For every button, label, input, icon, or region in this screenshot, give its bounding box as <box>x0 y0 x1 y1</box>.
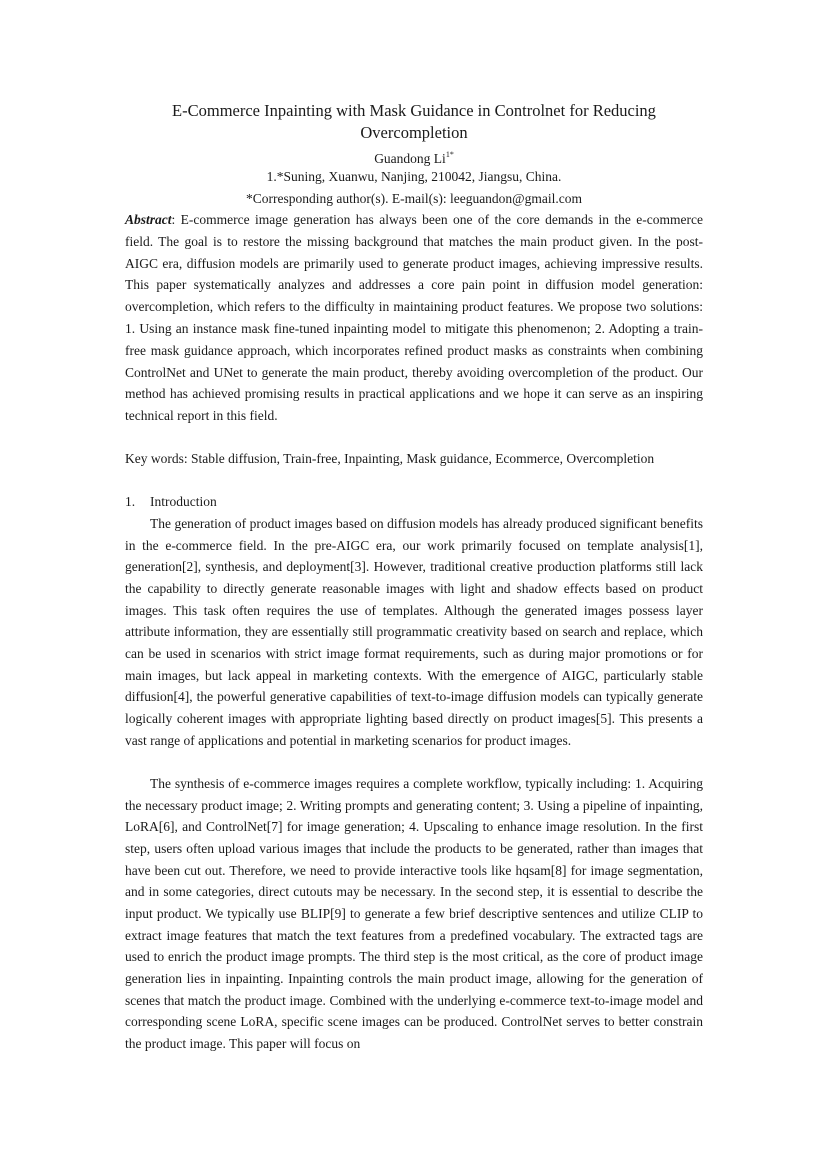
keywords: Key words: Stable diffusion, Train-free, Inpainting, Mask guidance, Ecommerce, Overcompletion <box>125 451 655 466</box>
body-paragraph: The synthesis of e-commerce images requires a complete workflow, typically including: 1. Acquiring the necessary product image; 2. Writing prompts and generating content; 3. Using a pipeline of inpainting, LoRA[6], and ControlNet[7] for image generation; 4. Upscaling to enhance image resolution. In the first step, users often upload various images that include the products to be generated, rather than images that have been cut out. Therefore, we need to provide interactive tools like hqsam[8] for image segmentation, and in some categories, direct cutouts may be necessary. In the second step, it is essential to describe the input product. We typically use BLIP[9] to generate a few brief descriptive sentences and utilize CLIP to extract image features that match the text features from a predefined vocabulary. The extracted tags are used to enrich the product image prompts. The third step is the most critical, as the core of product image generation lies in inpainting. Inpainting controls the main product image, allowing for the generation of scenes that match the product image. Combined with the underlying e-commerce text-to-image model and corresponding scene LoRA, specific scene images can be produced. ControlNet serves to better constrain the product image. This paper will focus on <box>125 776 703 1051</box>
paper-title: E-Commerce Inpainting with Mask Guidance in Controlnet for Reducing Overcompletion <box>172 101 656 142</box>
author-line <box>0 146 828 168</box>
abstract <box>125 209 703 427</box>
abstract-label: Abstract <box>125 212 172 227</box>
affiliation: 1.*Suning, Xuanwu, Nanjing, 210042, Jiangsu, China. <box>266 169 562 184</box>
section-number: 1. <box>125 494 136 509</box>
section-title: Introduction <box>150 494 217 509</box>
body-paragraph: The generation of product images based on diffusion models has already produced significant benefits in the e-commerce field. In the pre-AIGC era, our work primarily focused on template analysis[1], generation[2], synthesis, and deployment[3]. However, traditional creative production platforms still lack the capability to directly generate reasonable images with light and shadow effects based on product images. This task often requires the use of templates. Although the generated images possess layer attribute information, they are essentially still programmatic creativity based on search and replace, which can be used in scenarios with strict image format requirements, such as during major promotions or for main images, but lack appeal in marketing contexts. With the emergence of AIGC, particularly stable diffusion[4], the powerful generative capabilities of text-to-image diffusion models can typically generate logically coherent images with appropriate lighting based directly on product images[5]. This presents a vast range of applications and potential in marketing scenarios for product images. <box>125 516 703 748</box>
author-superscript: 1* <box>445 150 454 159</box>
section-heading <box>125 491 703 512</box>
correspondence: *Corresponding author(s). E-mail(s): leeguandon@gmail.com <box>246 191 582 206</box>
abstract-text: : E-commerce image generation has always been one of the core demands in the e-commerce field. The goal is to restore the missing background that matches the main product given. In the post-AIGC era, diffusion models are primarily used to generate product images, achieving impressive results. This paper systematically analyzes and addresses a core pain point in diffusion model generation: overcompletion, which refers to the difficulty in maintaining product features. We propose two solutions: 1. Using an instance mask fine-tuned inpainting model to mitigate this phenomenon; 2. Adopting a train-free mask guidance approach, which incorporates refined product masks as constraints when combining ControlNet and UNet to generate the main product, thereby avoiding overcompletion of the product. Our method has achieved promising results in practical applications and we hope it can serve as an inspiring technical report in this field. <box>125 212 703 424</box>
author-name: Guandong Li <box>374 151 446 166</box>
